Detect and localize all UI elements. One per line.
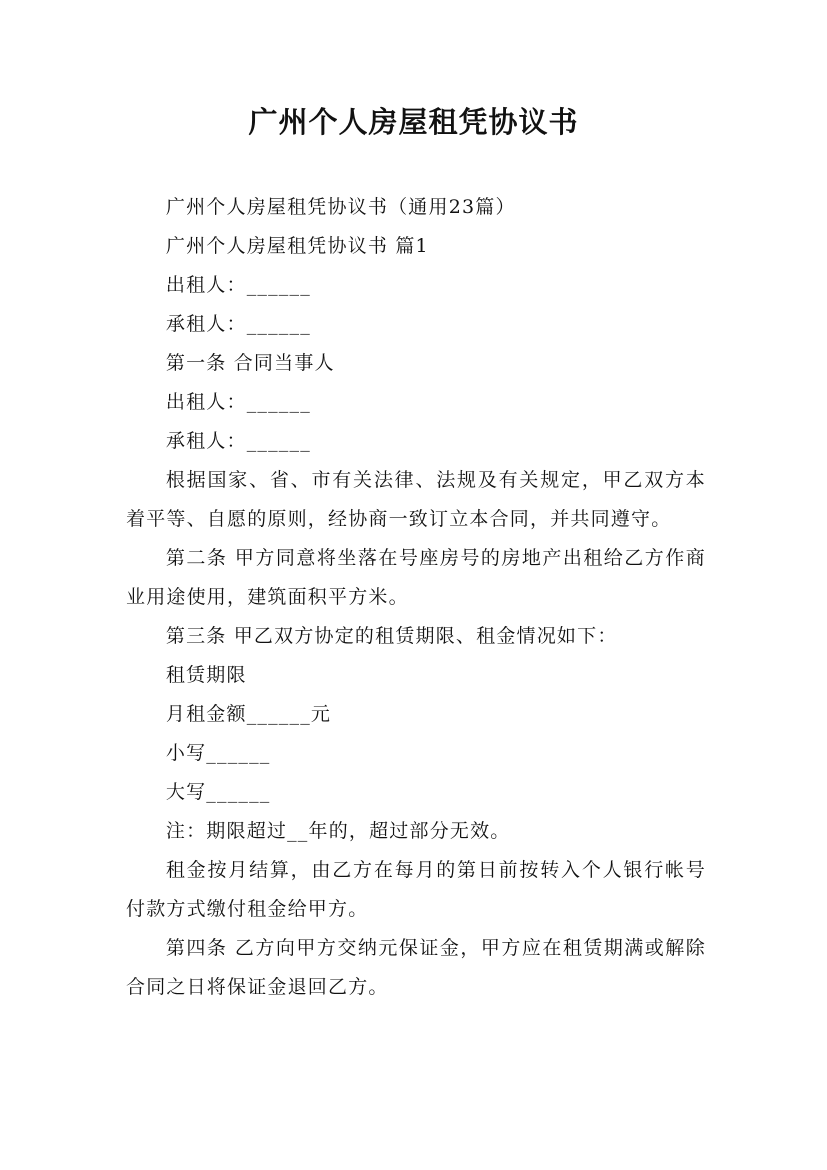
paragraph-monthly-rent: 月租金额______元 <box>165 703 332 725</box>
paragraph-lease-term: 租赁期限 <box>165 664 247 686</box>
paragraph-clause-3: 第三条 甲乙双方协定的租赁期限、租金情况如下： <box>165 625 618 647</box>
paragraph-clause-4: 第四条 乙方向甲方交纳元保证金，甲方应在租赁期满或解除合同之日将保证金退回乙方。 <box>126 937 706 998</box>
paragraph-clause-1: 第一条 合同当事人 <box>165 352 335 374</box>
paragraph-payment: 租金按月结算，由乙方在每月的第日前按转入个人银行帐号付款方式缴付租金给甲方。 <box>126 859 706 920</box>
paragraph-preamble: 根据国家、省、市有关法律、法规及有关规定，甲乙双方本着平等、自愿的原则，经协商一致订立本合同，并共同遵守。 <box>126 469 706 530</box>
paragraph-clause-2: 第二条 甲方同意将坐落在号座房号的房地产出租给乙方作商业用途使用，建筑面积平方米。 <box>126 547 706 608</box>
paragraph-lessee: 承租人：______ <box>165 313 311 335</box>
paragraph-note: 注：期限超过__年的，超过部分无效。 <box>165 820 511 842</box>
document-title: 广州个人房屋租凭协议书 <box>248 105 579 139</box>
paragraph-collection-title: 广州个人房屋租凭协议书（通用23篇） <box>165 196 516 218</box>
paragraph-lessee-2: 承租人：______ <box>165 430 311 452</box>
paragraph-amount-lowercase: 小写______ <box>165 742 271 764</box>
paragraph-lessor: 出租人：______ <box>165 274 311 296</box>
document-body <box>126 188 706 1007</box>
paragraph-amount-uppercase: 大写______ <box>165 781 271 803</box>
paragraph-article-heading: 广州个人房屋租凭协议书 篇1 <box>165 235 429 257</box>
paragraph-lessor-2: 出租人：______ <box>165 391 311 413</box>
